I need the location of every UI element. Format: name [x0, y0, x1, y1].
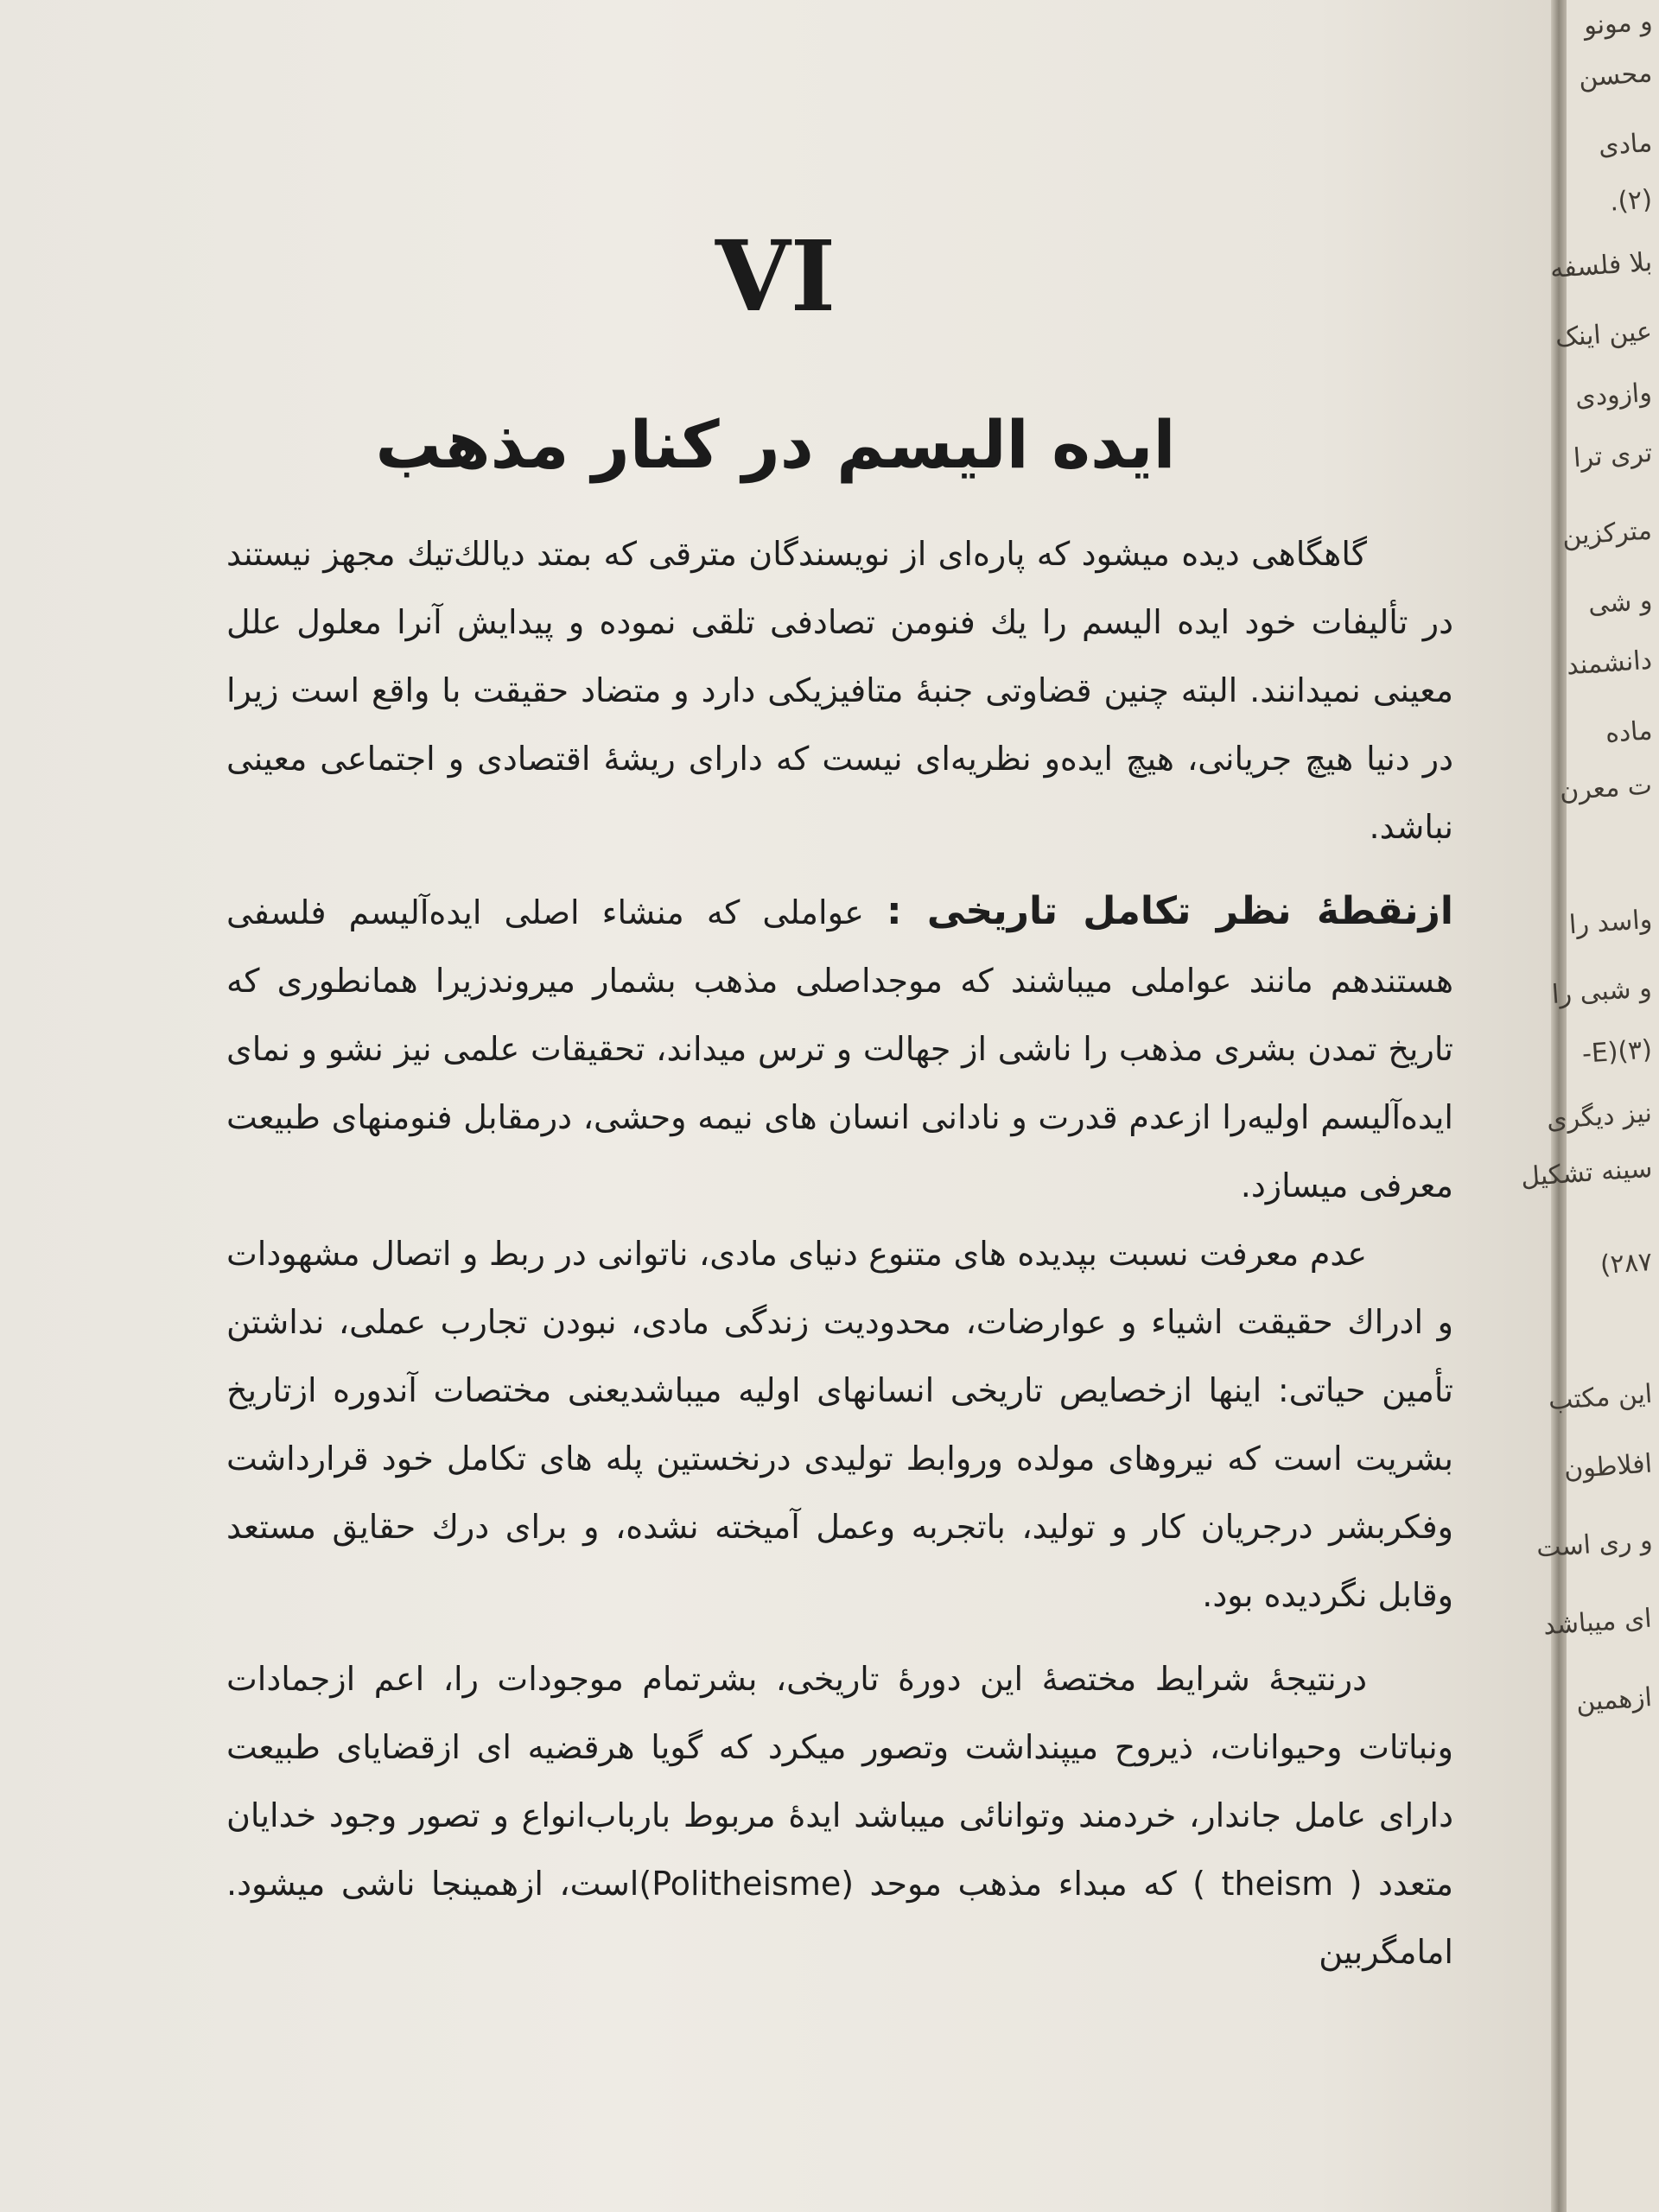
- margin-note: تری ترا: [1572, 437, 1654, 474]
- margin-note: و ری است: [1535, 1525, 1654, 1564]
- adjacent-page-edge: [1519, 0, 1659, 2212]
- paragraph-4: درنتیجهٔ شرایط مختصهٔ این دورهٔ تاریخی، بشرتمام موجودات را، اعم ازجمادات ونباتات وحیوانات، ذیروح میپنداشت وتصور میکرد که گویا هرقضیه ای ازقضایای طبیعت دارای عامل جاندار، خردمند وتوانائی میباشد ایدهٔ مربوط بارباب‌انواع و تصور وجود خدایان متعدد ( theism ) که مبداء مذهب موحد (Politheisme)است، ازهمینجا ناشی میشود. امامگربین: [226, 1660, 1453, 1971]
- margin-note: و شی: [1586, 585, 1654, 620]
- margin-note: و شبی را: [1551, 973, 1654, 1010]
- margin-note: ماده: [1604, 715, 1654, 749]
- margin-note: واسد را: [1567, 904, 1654, 941]
- margin-note: ت معرن: [1559, 770, 1654, 807]
- margin-note: این مکتب: [1547, 1378, 1654, 1417]
- margin-note: سینه تشکیل: [1519, 1153, 1654, 1193]
- margin-note: مترکزین: [1561, 515, 1654, 552]
- margin-note: محسن: [1577, 58, 1654, 93]
- margin-note: (۲).: [1608, 184, 1654, 218]
- margin-note: ازهمین: [1574, 1681, 1654, 1719]
- margin-note: ۲۸۷): [1599, 1246, 1654, 1281]
- margin-note: دانشمند: [1565, 645, 1654, 682]
- margin-note: ای میباشد: [1542, 1603, 1654, 1642]
- paragraph-1: گاهگاهی دیده میشود که پاره‌ای از نویسندگان مترقی که بمتد دیالك‌تیك مجهز نیستند در تألیفات خود ایده الیسم را یك فنومن تصادفی تلقی نموده و پیدایش آنرا معلول علل معینی نمیدانند. البته چنین قضاوتی جنبهٔ متافیزیکی دارد و متضاد حقیقت با واقع است زیرا در دنیا هیچ جریانی، هیچ ایده‌و نظریه‌ای نیست که دارای ریشهٔ اقتصادی و اجتماعی معینی نباشد.: [226, 535, 1453, 846]
- margin-note: وازودی: [1574, 377, 1654, 414]
- margin-note: و مونو: [1582, 6, 1654, 41]
- chapter-number: VI: [715, 220, 836, 334]
- paragraph-2-text: عواملی که منشاء اصلی ایده‌آلیسم فلسفی هستندهم مانند عواملی میباشند که موجداصلی مذهب بشمار میروندزیرا همانطوری که تاریخ تمدن بشری مذهب را ناشی از جهالت و ترس میداند، تحقیقات علمی نیز نشو و نمای ایده‌آلیسم اولیه‌را ازعدم قدرت و نادانی انسان های نیمه وحشی، درمقابل فنومنهای طبیعت معرفی میسازد.: [226, 893, 1453, 1205]
- chapter-title: ایده الیسم در کنار مذهب: [375, 406, 1176, 483]
- paragraph-3: عدم معرفت نسبت بپدیده های متنوع دنیای مادی، ناتوانی در ربط و اتصال مشهودات و ادراك حقیقت اشیاء و عوارضات، محدودیت زندگی مادی، نبودن تجارب عملی، نداشتن تأمین حیاتی: اینها ازخصایص تاریخی انسانهای اولیه میباشدیعنی مختصات آندوره ازتاریخ بشریت است که نیروهای مولده وروابط تولیدی درنخستین پله های تکامل خود قرارداشت وفکربشر درجریان کار و تولید، باتجربه وعمل آمیخته نشده، و برای درك حقایق مستعد وقابل نگردیده بود.: [226, 1235, 1453, 1614]
- body-text: [226, 520, 1453, 1986]
- margin-note: (۳)(E-: [1580, 1034, 1654, 1070]
- section-heading: ازنقطهٔ نظر تکامل تاریخی :: [886, 889, 1453, 933]
- margin-note: بلا فلسفه: [1548, 246, 1654, 285]
- margin-note: نیز دیگری: [1546, 1097, 1654, 1136]
- margin-note: مادی: [1597, 127, 1654, 162]
- margin-note: عین اینک: [1554, 316, 1654, 353]
- paragraph-2: [226, 877, 1453, 1220]
- margin-note: افلاطون: [1562, 1448, 1654, 1485]
